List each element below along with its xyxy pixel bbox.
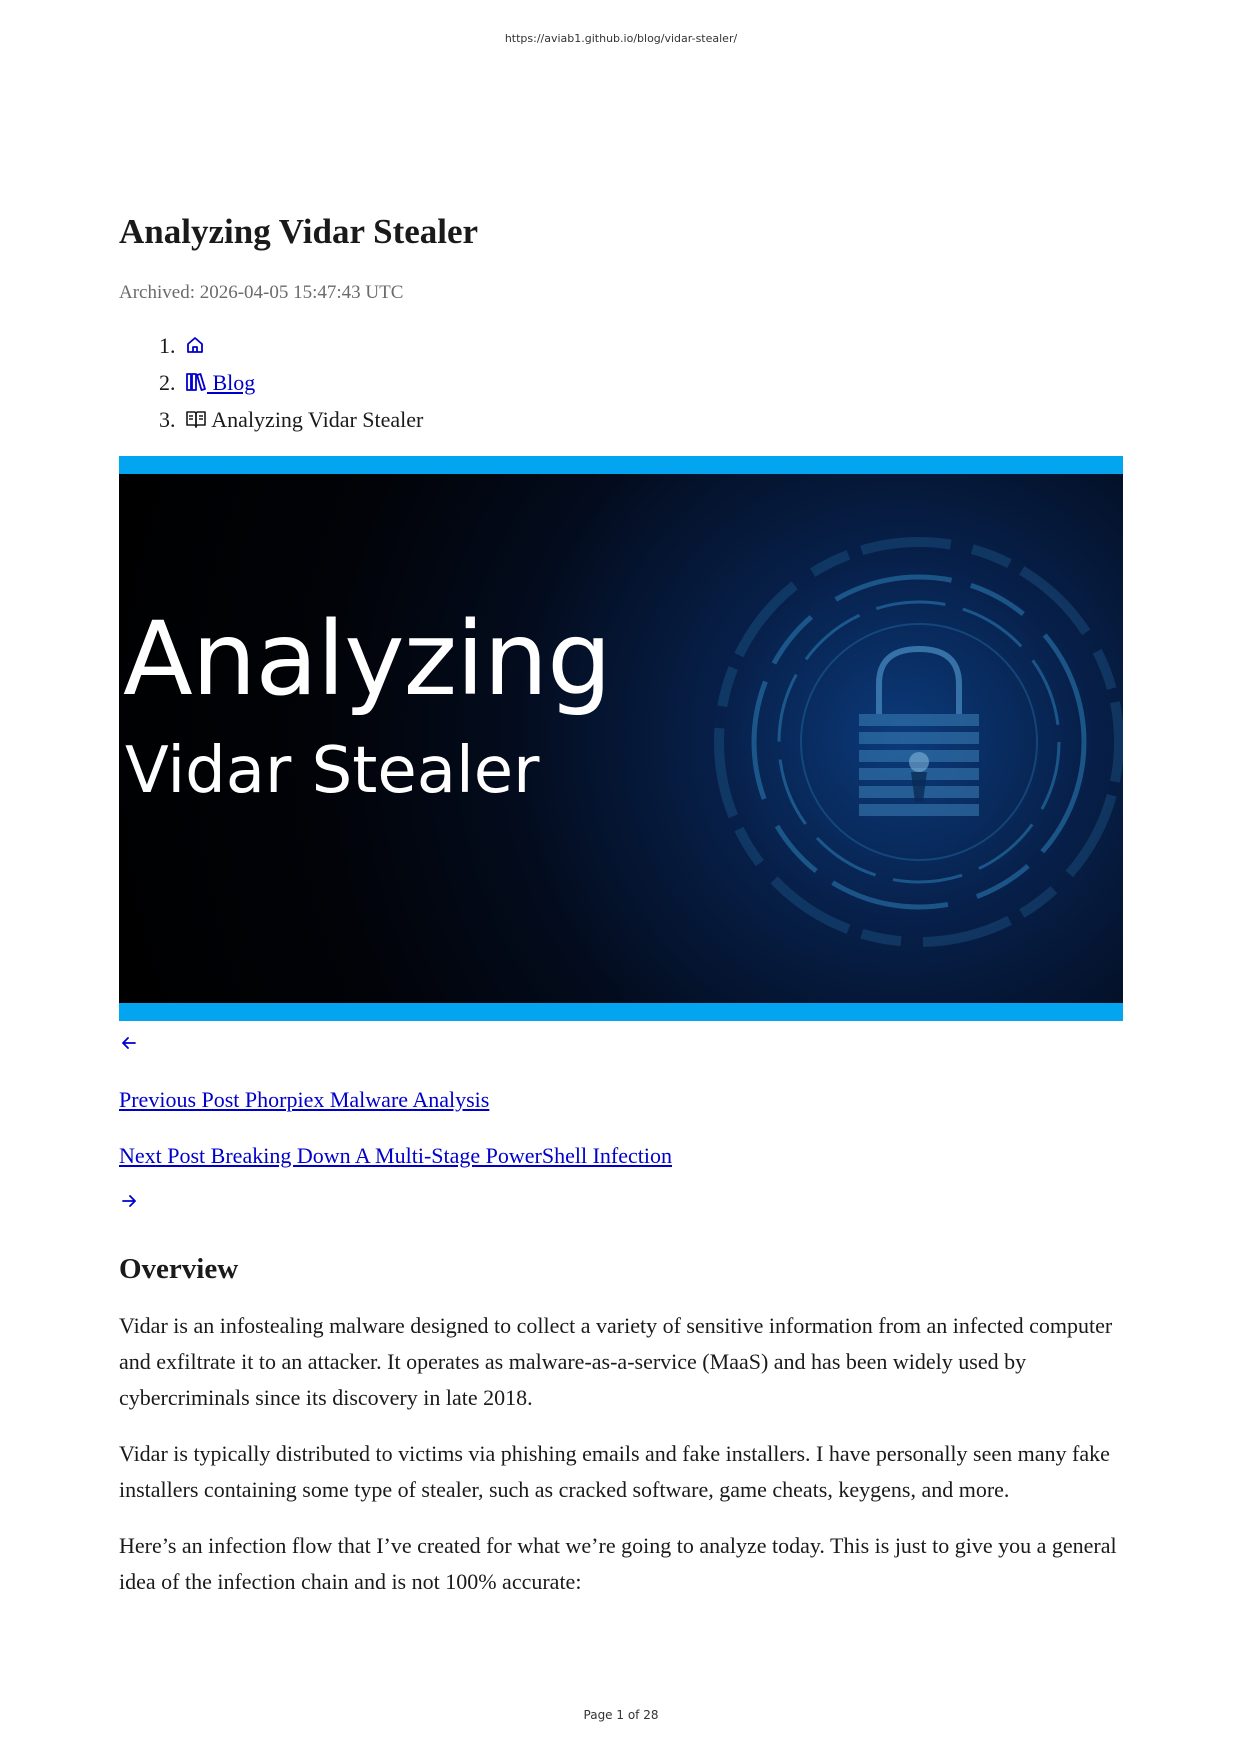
blog-link[interactable] [185, 370, 255, 395]
previous-post-link[interactable]: Previous Post Phorpiex Malware Analysis [119, 1087, 490, 1112]
arrow-right-icon [119, 1198, 139, 1215]
home-link[interactable] [185, 333, 205, 358]
hero-title-line2: Vidar Stealer [125, 734, 540, 808]
arrow-left-icon [119, 1040, 139, 1057]
overview-paragraph: Vidar is an infostealing malware designed to collect a variety of sensitive information from an infected computer and exfiltrate it to an attacker. It operates as malware-as-a-service (MaaS) and has been widely used by cybercriminals since its discovery in late 2018. [119, 1313, 1113, 1410]
overview-paragraph: Vidar is typically distributed to victims via phishing emails and fake installers. I have personally seen many fake installers containing some type of stealer, such as cracked software, game cheats, keygens, and more. [119, 1441, 1110, 1502]
books-icon [185, 367, 207, 402]
page-title: Analyzing Vidar Stealer [119, 212, 479, 251]
breadcrumb-item-current [181, 402, 1123, 439]
article [119, 210, 1123, 1600]
breadcrumb [119, 328, 1123, 439]
overview-heading: Overview [119, 1253, 239, 1285]
breadcrumb-item-blog [181, 365, 1123, 402]
overview-paragraph: Here’s an infection flow that I’ve created for what we’re going to analyze today. This is just to give you a general idea of the infection chain and is not 100% accurate: [119, 1533, 1117, 1594]
breadcrumb-item-label: Analyzing Vidar Stealer [207, 407, 424, 432]
open-book-icon [185, 404, 207, 439]
breadcrumb-item-home [181, 328, 1123, 365]
next-post-link[interactable]: Next Post Breaking Down A Multi-Stage PowerShell Infection [119, 1143, 672, 1168]
home-icon [185, 330, 205, 365]
archived-timestamp: Archived: 2026-04-05 15:47:43 UTC [119, 282, 404, 303]
padlock-circle-graphic [699, 514, 1123, 974]
page-url: https://aviab1.github.io/blog/vidar-stealer/ [504, 32, 738, 45]
breadcrumb-item-label: Blog [207, 370, 256, 395]
hero-title-line1: Analyzing [123, 600, 611, 719]
hero-image-inner [119, 474, 1123, 1003]
next-arrow-link[interactable] [119, 1191, 1123, 1217]
hero-image [119, 456, 1123, 1021]
prev-arrow-link[interactable] [119, 1033, 1123, 1059]
page-number: Page 1 of 28 [583, 1708, 659, 1722]
